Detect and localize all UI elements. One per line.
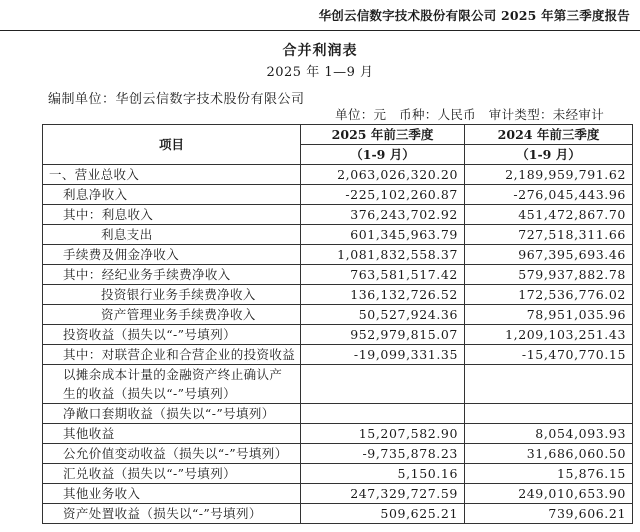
- table-row: [43, 365, 633, 404]
- column-header-2024: 2024 年前三季度: [465, 125, 633, 145]
- row-label: 投资收益（损失以“-”号填列）: [43, 325, 301, 345]
- value-2025: 247,329,727.59: [301, 484, 465, 504]
- row-label: 投资银行业务手续费净收入: [43, 285, 301, 305]
- value-2025: [301, 365, 465, 404]
- row-label: 资产处置收益（损失以“-”号填列）: [43, 504, 301, 524]
- value-2024: 967,395,693.46: [465, 245, 633, 265]
- row-label: 其中：对联营企业和合营企业的投资收益: [43, 345, 301, 365]
- value-2025: 15,207,582.90: [301, 424, 465, 444]
- value-2025: 763,581,517.42: [301, 265, 465, 285]
- row-label: 其中：经纪业务手续费净收入: [43, 265, 301, 285]
- table-row: [43, 185, 633, 205]
- row-label: 其中：利息收入: [43, 205, 301, 225]
- table-row: [43, 484, 633, 504]
- value-2024: 78,951,035.96: [465, 305, 633, 325]
- value-2025: 2,063,026,320.20: [301, 165, 465, 185]
- value-2024: -276,045,443.96: [465, 185, 633, 205]
- report-header-bar: [0, 0, 640, 31]
- value-2024: 727,518,311.66: [465, 225, 633, 245]
- table-row: [43, 345, 633, 365]
- column-header-2025: 2025 年前三季度: [301, 125, 465, 145]
- value-2025: 509,625.21: [301, 504, 465, 524]
- statement-period: 2025 年 1—9 月: [266, 65, 374, 80]
- value-2024: 451,472,867.70: [465, 205, 633, 225]
- column-header-item: 项目: [43, 125, 301, 165]
- column-header-2024-months: （1-9 月）: [465, 145, 633, 165]
- value-2024: 249,010,653.90: [465, 484, 633, 504]
- units-and-audit-note: 单位：元 币种：人民币 审计类型：未经审计: [335, 107, 604, 122]
- table-row: [43, 305, 633, 325]
- compiling-entity: 编制单位：华创云信数字技术股份有限公司: [48, 92, 305, 107]
- row-label: 利息支出: [43, 225, 301, 245]
- table-header-row: [43, 125, 633, 145]
- income-statement-table: [42, 124, 633, 524]
- value-2024: 1,209,103,251.43: [465, 325, 633, 345]
- table-row: [43, 205, 633, 225]
- value-2025: 50,527,924.36: [301, 305, 465, 325]
- table-row: [43, 464, 633, 484]
- value-2025: 1,081,832,558.37: [301, 245, 465, 265]
- value-2024: 579,937,882.78: [465, 265, 633, 285]
- row-label: 汇兑收益（损失以“-”号填列）: [43, 464, 301, 484]
- value-2024: 739,606.21: [465, 504, 633, 524]
- table-row: [43, 404, 633, 424]
- value-2024: [465, 404, 633, 424]
- value-2024: 31,686,060.50: [465, 444, 633, 464]
- value-2025: [301, 404, 465, 424]
- row-label: 资产管理业务手续费净收入: [43, 305, 301, 325]
- value-2025: -19,099,331.35: [301, 345, 465, 365]
- row-label: 公允价值变动收益（损失以“-”号填列）: [43, 444, 301, 464]
- row-label: 其他业务收入: [43, 484, 301, 504]
- value-2024: -15,470,770.15: [465, 345, 633, 365]
- table-row: [43, 225, 633, 245]
- value-2024: 8,054,093.93: [465, 424, 633, 444]
- table-row: [43, 325, 633, 345]
- value-2025: 376,243,702.92: [301, 205, 465, 225]
- value-2024: [465, 365, 633, 404]
- value-2025: 5,150.16: [301, 464, 465, 484]
- row-label: 以摊余成本计量的金融资产终止确认产生的收益（损失以“-”号填列）: [43, 365, 301, 404]
- table-row: [43, 444, 633, 464]
- row-label: 一、营业总收入: [43, 165, 301, 185]
- row-label: 利息净收入: [43, 185, 301, 205]
- report-header-title: 华创云信数字技术股份有限公司 2025 年第三季度报告: [318, 8, 630, 23]
- table-row: [43, 265, 633, 285]
- row-label: 其他收益: [43, 424, 301, 444]
- table-row: [43, 424, 633, 444]
- statement-title: 合并利润表: [282, 43, 358, 59]
- value-2025: 952,979,815.07: [301, 325, 465, 345]
- value-2025: -9,735,878.23: [301, 444, 465, 464]
- column-header-2025-months: （1-9 月）: [301, 145, 465, 165]
- table-row: [43, 245, 633, 265]
- table-row: [43, 165, 633, 185]
- value-2024: 15,876.15: [465, 464, 633, 484]
- value-2025: -225,102,260.87: [301, 185, 465, 205]
- row-label: 净敞口套期收益（损失以“-”号填列）: [43, 404, 301, 424]
- table-row: [43, 285, 633, 305]
- row-label: 手续费及佣金净收入: [43, 245, 301, 265]
- value-2024: 172,536,776.02: [465, 285, 633, 305]
- value-2024: 2,189,959,791.62: [465, 165, 633, 185]
- value-2025: 601,345,963.79: [301, 225, 465, 245]
- table-row: [43, 504, 633, 524]
- value-2025: 136,132,726.52: [301, 285, 465, 305]
